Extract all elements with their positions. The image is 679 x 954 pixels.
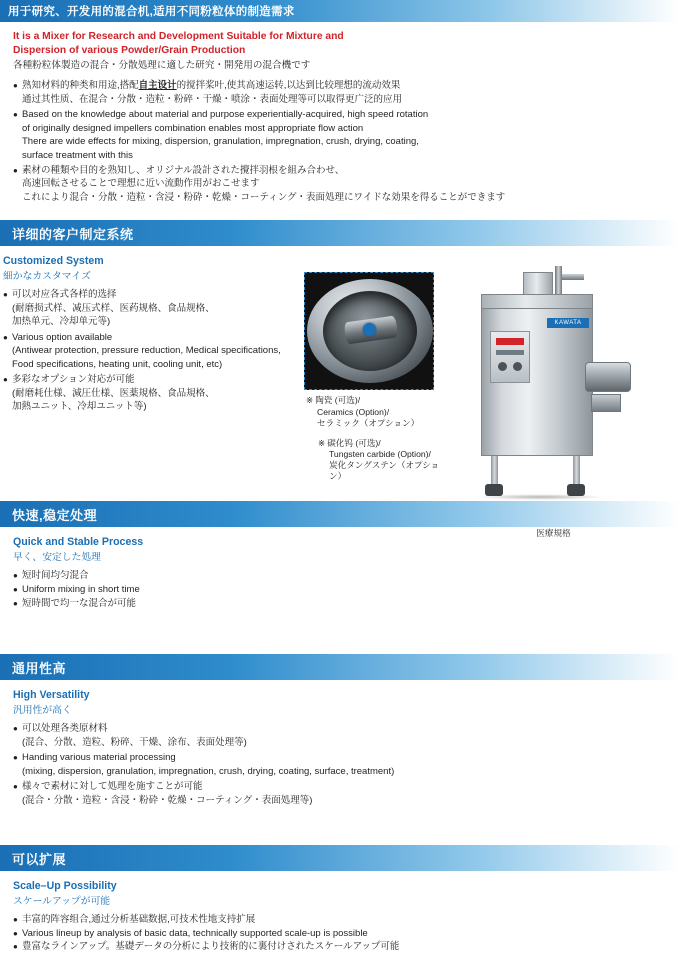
bullet-marker: ●: [13, 928, 18, 938]
line: Handing various material processing: [22, 752, 176, 764]
section-header-customized-system: [0, 220, 679, 246]
bullet-marker: ●: [3, 290, 8, 300]
high-versatility-section: [0, 689, 679, 813]
list-item: [13, 722, 669, 749]
machine-hopper: [523, 272, 553, 296]
line: 医療規格: [536, 527, 571, 538]
bullet-marker: ●: [13, 915, 18, 925]
customized-system-text: [0, 246, 300, 501]
section-title: 详细的客户制定系统: [12, 226, 134, 242]
note-mark-icon: ※: [306, 395, 314, 406]
line: 陶瓷 (可选)/: [315, 395, 361, 406]
line: (混合・分散・造粒・含浸・粉砕・乾燥・コーティング・表面処理等): [22, 794, 313, 806]
line: (混合、分散、造粒、粉碎、干燥、涂布、表面处理等): [22, 736, 247, 748]
list-item-text: Uniform mixing in short time: [22, 584, 140, 596]
line: セラミック（オプション）: [317, 417, 420, 428]
intro-b1-l1: 熟知材料的种类和用途,搭配自主设计的搅拌桨叶,使其高速运转,以达到比较理想的流动效果: [22, 80, 401, 92]
top-banner-title: 用于研究、开发用的混合机,适用不同粉粒体的制造需求: [8, 6, 295, 18]
display-readout-secondary: [496, 350, 524, 355]
line: 碳化钨 (可选)/: [327, 437, 381, 448]
bullet-marker: ●: [3, 332, 8, 342]
brand-label: KAWATA: [547, 318, 589, 328]
intro-b2-l2: of originally designed impellers combination enables most appropriate flow action: [22, 122, 364, 134]
intro-headline-en-line1: It is a Mixer for Research and Development Suitable for Mixture and: [13, 31, 344, 42]
list-item-text: [12, 331, 300, 371]
section-title: 可以扩展: [12, 851, 67, 867]
list-item-text: [22, 164, 669, 204]
list-item-text: [22, 79, 669, 106]
list-item: [13, 79, 669, 106]
bullet-marker: ●: [13, 598, 18, 608]
intro-emphasis: 自主设计: [138, 80, 177, 92]
scale-up-bullets: [13, 913, 669, 954]
list-item-text: 丰富的阵容组合,通过分析基础数据,可技术性地支持扩展: [22, 914, 256, 926]
machine-photo: [451, 266, 656, 538]
section-header-scale-up: [0, 845, 679, 871]
line: 加热单元、冷却单元等): [12, 316, 111, 328]
line: (Antiwear protection, pressure reduction, Medical specifications,: [12, 345, 281, 357]
line: 多彩なオプション対応が可能: [12, 374, 135, 386]
bowl-photo-group: [300, 246, 445, 501]
intro-section: [0, 30, 679, 204]
bullet-marker: ●: [13, 942, 18, 952]
section-header-high-versatility: [0, 654, 679, 680]
machine-gearbox: [591, 394, 621, 412]
subtitle-jp: スケールアップが可能: [13, 896, 111, 908]
machine-pipe-elbow: [562, 274, 584, 280]
intro-bullets: [13, 79, 669, 204]
bullet-marker: ●: [13, 782, 18, 792]
list-item: [3, 331, 300, 371]
intro-b2-l4: surface treatment with this: [22, 149, 133, 161]
machine-leg: [573, 456, 580, 486]
list-item: [13, 108, 669, 162]
top-banner: [0, 0, 679, 22]
list-item-text: [22, 108, 669, 162]
quick-stable-section: [0, 536, 679, 616]
subtitle-en: High Versatility: [13, 689, 90, 702]
knob-icon: [498, 362, 507, 371]
intro-b3-l2: 高速回転させることで理想に近い流動作用がおこせます: [22, 178, 260, 190]
list-item: [13, 940, 669, 954]
list-item: [13, 780, 669, 807]
section-title: 通用性高: [12, 660, 67, 676]
intro-b3-l3: これにより混合・分散・造粒・含浸・粉砕・乾燥・コーティング・表面処理にワイドな効果を得ることができます: [22, 191, 506, 203]
list-item: [13, 597, 669, 611]
list-item: [3, 288, 300, 328]
section-title: 快速,稳定处理: [12, 507, 98, 523]
line: 様々で素材に対して処理を施すことが可能: [22, 781, 203, 793]
subtitle-en: Quick and Stable Process: [13, 536, 144, 549]
intro-b1-l2: 通过其性质、在混合・分散・造粒・粉碎・干燥・喷涂・表面处理等可以取得更广泛的应用: [22, 93, 403, 105]
line: Tungsten carbide (Option)/: [329, 449, 431, 460]
line: (耐磨损式样、减压式样、医药规格、食品规格、: [12, 302, 215, 314]
bullet-marker: ●: [13, 81, 18, 91]
list-item: [13, 569, 669, 583]
machine-photo-group: [445, 246, 679, 538]
line: (耐磨耗仕様、減圧仕様、医薬規格、食品規格、: [12, 387, 215, 399]
knob-icon: [513, 362, 522, 371]
list-item-text: [12, 373, 300, 413]
list-item: [13, 913, 669, 927]
intro-headline-en-line2: Dispersion of various Powder/Grain Production: [13, 44, 246, 56]
bullet-marker: ●: [13, 571, 18, 581]
quick-stable-bullets: [13, 569, 669, 610]
list-item-text: [22, 722, 669, 749]
list-item: [13, 751, 669, 778]
bullet-marker: ●: [3, 375, 8, 385]
intro-b3-l1: 素材の種類や目的を熟知し、オリジナル設計された攪拌羽根を組み合わせ、: [22, 165, 345, 176]
note-mark-icon: ※: [318, 437, 326, 448]
line: 可以处理各类原材料: [22, 723, 108, 735]
line: 炭化タングステン（オプション）: [329, 460, 440, 482]
display-readout: [496, 338, 524, 345]
list-item-text: Various lineup by analysis of basic data, technically supported scale-up is possible: [22, 927, 368, 939]
bullet-marker: ●: [13, 585, 18, 595]
intro-headline-jp: 各種粉粒体製造の混合・分散処理に適した研究・開発用の混合機です: [13, 60, 311, 72]
subtitle-en: Customized System: [3, 255, 104, 268]
machine-shadow: [475, 494, 605, 500]
intro-b2-l3: There are wide effects for mixing, dispersion, granulation, impregnation, crush, drying, coating,: [22, 136, 419, 148]
subtitle-en: Scale–Up Possibility: [13, 880, 117, 893]
machine-body: [481, 308, 593, 456]
bullet-marker: ●: [13, 724, 18, 734]
line: Food specifications, heating unit, cooling unit, etc): [12, 358, 223, 370]
line: (mixing, dispersion, granulation, impregnation, crush, drying, coating, surface, treatment): [22, 765, 395, 777]
list-item: [13, 164, 669, 204]
list-item-text: [22, 780, 669, 807]
intro-headline-en: [13, 30, 669, 57]
section-header-quick-stable: [0, 501, 679, 527]
list-item: [3, 373, 300, 413]
bullet-marker: ●: [13, 166, 18, 175]
line: Ceramics (Option)/: [317, 406, 390, 417]
list-item: [13, 583, 669, 597]
scale-up-section: [0, 880, 679, 954]
machine-leg: [491, 456, 498, 486]
list-item-text: 短时间均匀混合: [22, 570, 89, 582]
bullet-marker: ●: [13, 753, 18, 763]
customized-system-bullets: [3, 288, 300, 413]
subtitle-jp: 細かなカスタマイズ: [3, 271, 91, 283]
machine-motor: [585, 362, 631, 392]
list-item-text: 豊富なラインアップ。基礎データの分析により技術的に裏付けされたスケールアップ可能: [22, 941, 400, 953]
subtitle-jp: 汎用性が高く: [13, 705, 72, 717]
line: 可以对应各式各样的选择: [12, 289, 117, 301]
control-panel: [490, 331, 530, 383]
high-versatility-bullets: [13, 722, 669, 807]
list-item: [13, 927, 669, 941]
subtitle-jp: 早く、安定した処理: [13, 552, 101, 564]
list-item-text: 短時間で均一な混合が可能: [22, 597, 137, 609]
line: Various option available: [12, 331, 113, 343]
bowl-photo: [304, 272, 434, 390]
bowl-caption-ceramics: [306, 395, 445, 429]
line: 加熱ユニット、冷却ユニット等): [12, 401, 147, 413]
list-item-text: [12, 288, 300, 328]
bowl-caption-tungsten: [318, 438, 445, 483]
bullet-marker: ●: [13, 110, 18, 120]
list-item-text: [22, 751, 669, 778]
intro-b2-l1: Based on the knowledge about material and purpose experientially-acquired, high speed rotation: [22, 109, 429, 121]
